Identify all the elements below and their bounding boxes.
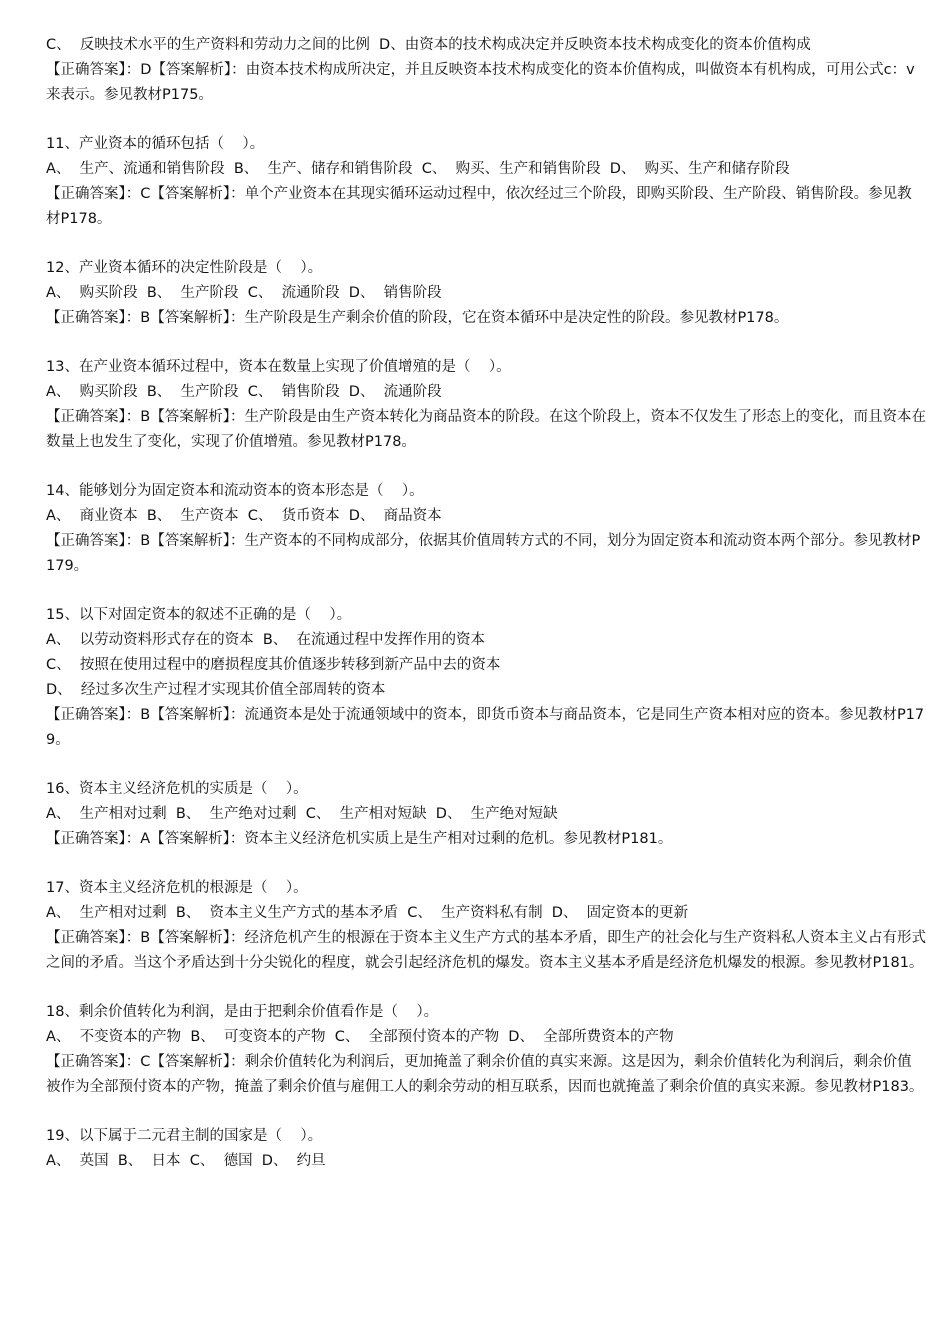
options-line: A、 生产、流通和销售阶段 B、 生产、储存和销售阶段 C、 购买、生产和销售阶段 D、 购买、生产和储存阶段 xyxy=(46,161,790,177)
question-stem: 16、资本主义经济危机的实质是（ ）。 xyxy=(46,781,308,797)
options-line: A、 商业资本 B、 生产资本 C、 货币资本 D、 商品资本 xyxy=(46,508,442,524)
options-line: A、 不变资本的产物 B、 可变资本的产物 C、 全部预付资本的产物 D、 全部所费资本的产物 xyxy=(46,1029,674,1045)
question-stem: 13、在产业资本循环过程中，资本在数量上实现了价值增殖的是（ ）。 xyxy=(46,359,511,375)
options-line: A、 购买阶段 B、 生产阶段 C、 流通阶段 D、 销售阶段 xyxy=(46,285,442,301)
answer-explanation: 【正确答案】：C【答案解析】：剩余价值转化为利润后，更加掩盖了剩余价值的真实来源。这是因为，剩余价值转化为利润后，剩余价值被作为全部预付资本的产物，掩盖了剩余价值与雇佣工人的剩余劳动的相互联系，因而也就掩盖了剩余价值的真实来源。参见教材P183。 xyxy=(46,1054,924,1095)
question-stem: 19、以下属于二元君主制的国家是（ ）。 xyxy=(46,1128,323,1144)
answer-explanation: 【正确答案】：B【答案解析】：生产阶段是生产剩余价值的阶段，它在资本循环中是决定性的阶段。参见教材P178。 xyxy=(46,310,789,326)
answer-explanation: 【正确答案】：B【答案解析】：生产阶段是由生产资本转化为商品资本的阶段。在这个阶段上，资本不仅发生了形态上的变化，而且资本在数量上也发生了变化，实现了价值增殖。参见教材P178。 xyxy=(46,409,926,450)
options-line: A、 英国 B、 日本 C、 德国 D、 约旦 xyxy=(46,1153,326,1169)
question-stem: 14、能够划分为固定资本和流动资本的资本形态是（ ）。 xyxy=(46,483,424,499)
options-line: A、 生产相对过剩 B、 生产绝对过剩 C、 生产相对短缺 D、 生产绝对短缺 xyxy=(46,806,558,822)
question-stem: 18、剩余价值转化为利润，是由于把剩余价值看作是（ ）。 xyxy=(46,1004,439,1020)
answer-explanation: 【正确答案】：C【答案解析】：单个产业资本在其现实循环运动过程中，依次经过三个阶段，即购买阶段、生产阶段、销售阶段。参见教材P178。 xyxy=(46,186,912,227)
options-line: C、 反映技术水平的生产资料和劳动力之间的比例 D、由资本的技术构成决定并反映资本技术构成变化的资本价值构成 xyxy=(46,37,811,53)
options-line: A、 购买阶段 B、 生产阶段 C、 销售阶段 D、 流通阶段 xyxy=(46,384,442,400)
question-19 xyxy=(46,1124,926,1174)
answer-explanation: 【正确答案】：A【答案解析】：资本主义经济危机实质上是生产相对过剩的危机。参见教材P181。 xyxy=(46,831,673,847)
answer-explanation: 【正确答案】：B【答案解析】：生产资本的不同构成部分，依据其价值周转方式的不同，划分为固定资本和流动资本两个部分。参见教材P179。 xyxy=(46,533,921,574)
answer-explanation: 【正确答案】：D【答案解析】：由资本技术构成所决定，并且反映资本技术构成变化的资本价值构成，叫做资本有机构成，可用公式c：v来表示。参见教材P175。 xyxy=(46,62,915,103)
document-page xyxy=(46,33,926,1198)
question-11 xyxy=(46,132,926,232)
question-15 xyxy=(46,603,926,753)
answer-explanation: 【正确答案】：B【答案解析】：经济危机产生的根源在于资本主义生产方式的基本矛盾，即生产的社会化与生产资料私人资本主义占有形式之间的矛盾。当这个矛盾达到十分尖锐化的程度，就会引起经济危机的爆发。资本主义基本矛盾是经济危机爆发的根源。参见教材P181。 xyxy=(46,930,926,971)
question-10-tail xyxy=(46,33,926,108)
question-13 xyxy=(46,355,926,455)
options-line: D、 经过多次生产过程才实现其价值全部周转的资本 xyxy=(46,682,386,698)
question-stem: 12、产业资本循环的决定性阶段是（ ）。 xyxy=(46,260,323,276)
question-stem: 11、产业资本的循环包括（ ）。 xyxy=(46,136,265,152)
question-14 xyxy=(46,479,926,579)
question-18 xyxy=(46,1000,926,1100)
question-12 xyxy=(46,256,926,331)
question-16 xyxy=(46,777,926,852)
options-line: A、 生产相对过剩 B、 资本主义生产方式的基本矛盾 C、 生产资料私有制 D、 固定资本的更新 xyxy=(46,905,689,921)
answer-explanation: 【正确答案】：B【答案解析】：流通资本是处于流通领域中的资本，即货币资本与商品资本，它是同生产资本相对应的资本。参见教材P179。 xyxy=(46,707,925,748)
options-line: A、 以劳动资料形式存在的资本 B、 在流通过程中发挥作用的资本 xyxy=(46,632,486,648)
options-line: C、 按照在使用过程中的磨损程度其价值逐步转移到新产品中去的资本 xyxy=(46,657,501,673)
question-stem: 15、以下对固定资本的叙述不正确的是（ ）。 xyxy=(46,607,352,623)
question-stem: 17、资本主义经济危机的根源是（ ）。 xyxy=(46,880,308,896)
question-17 xyxy=(46,876,926,976)
